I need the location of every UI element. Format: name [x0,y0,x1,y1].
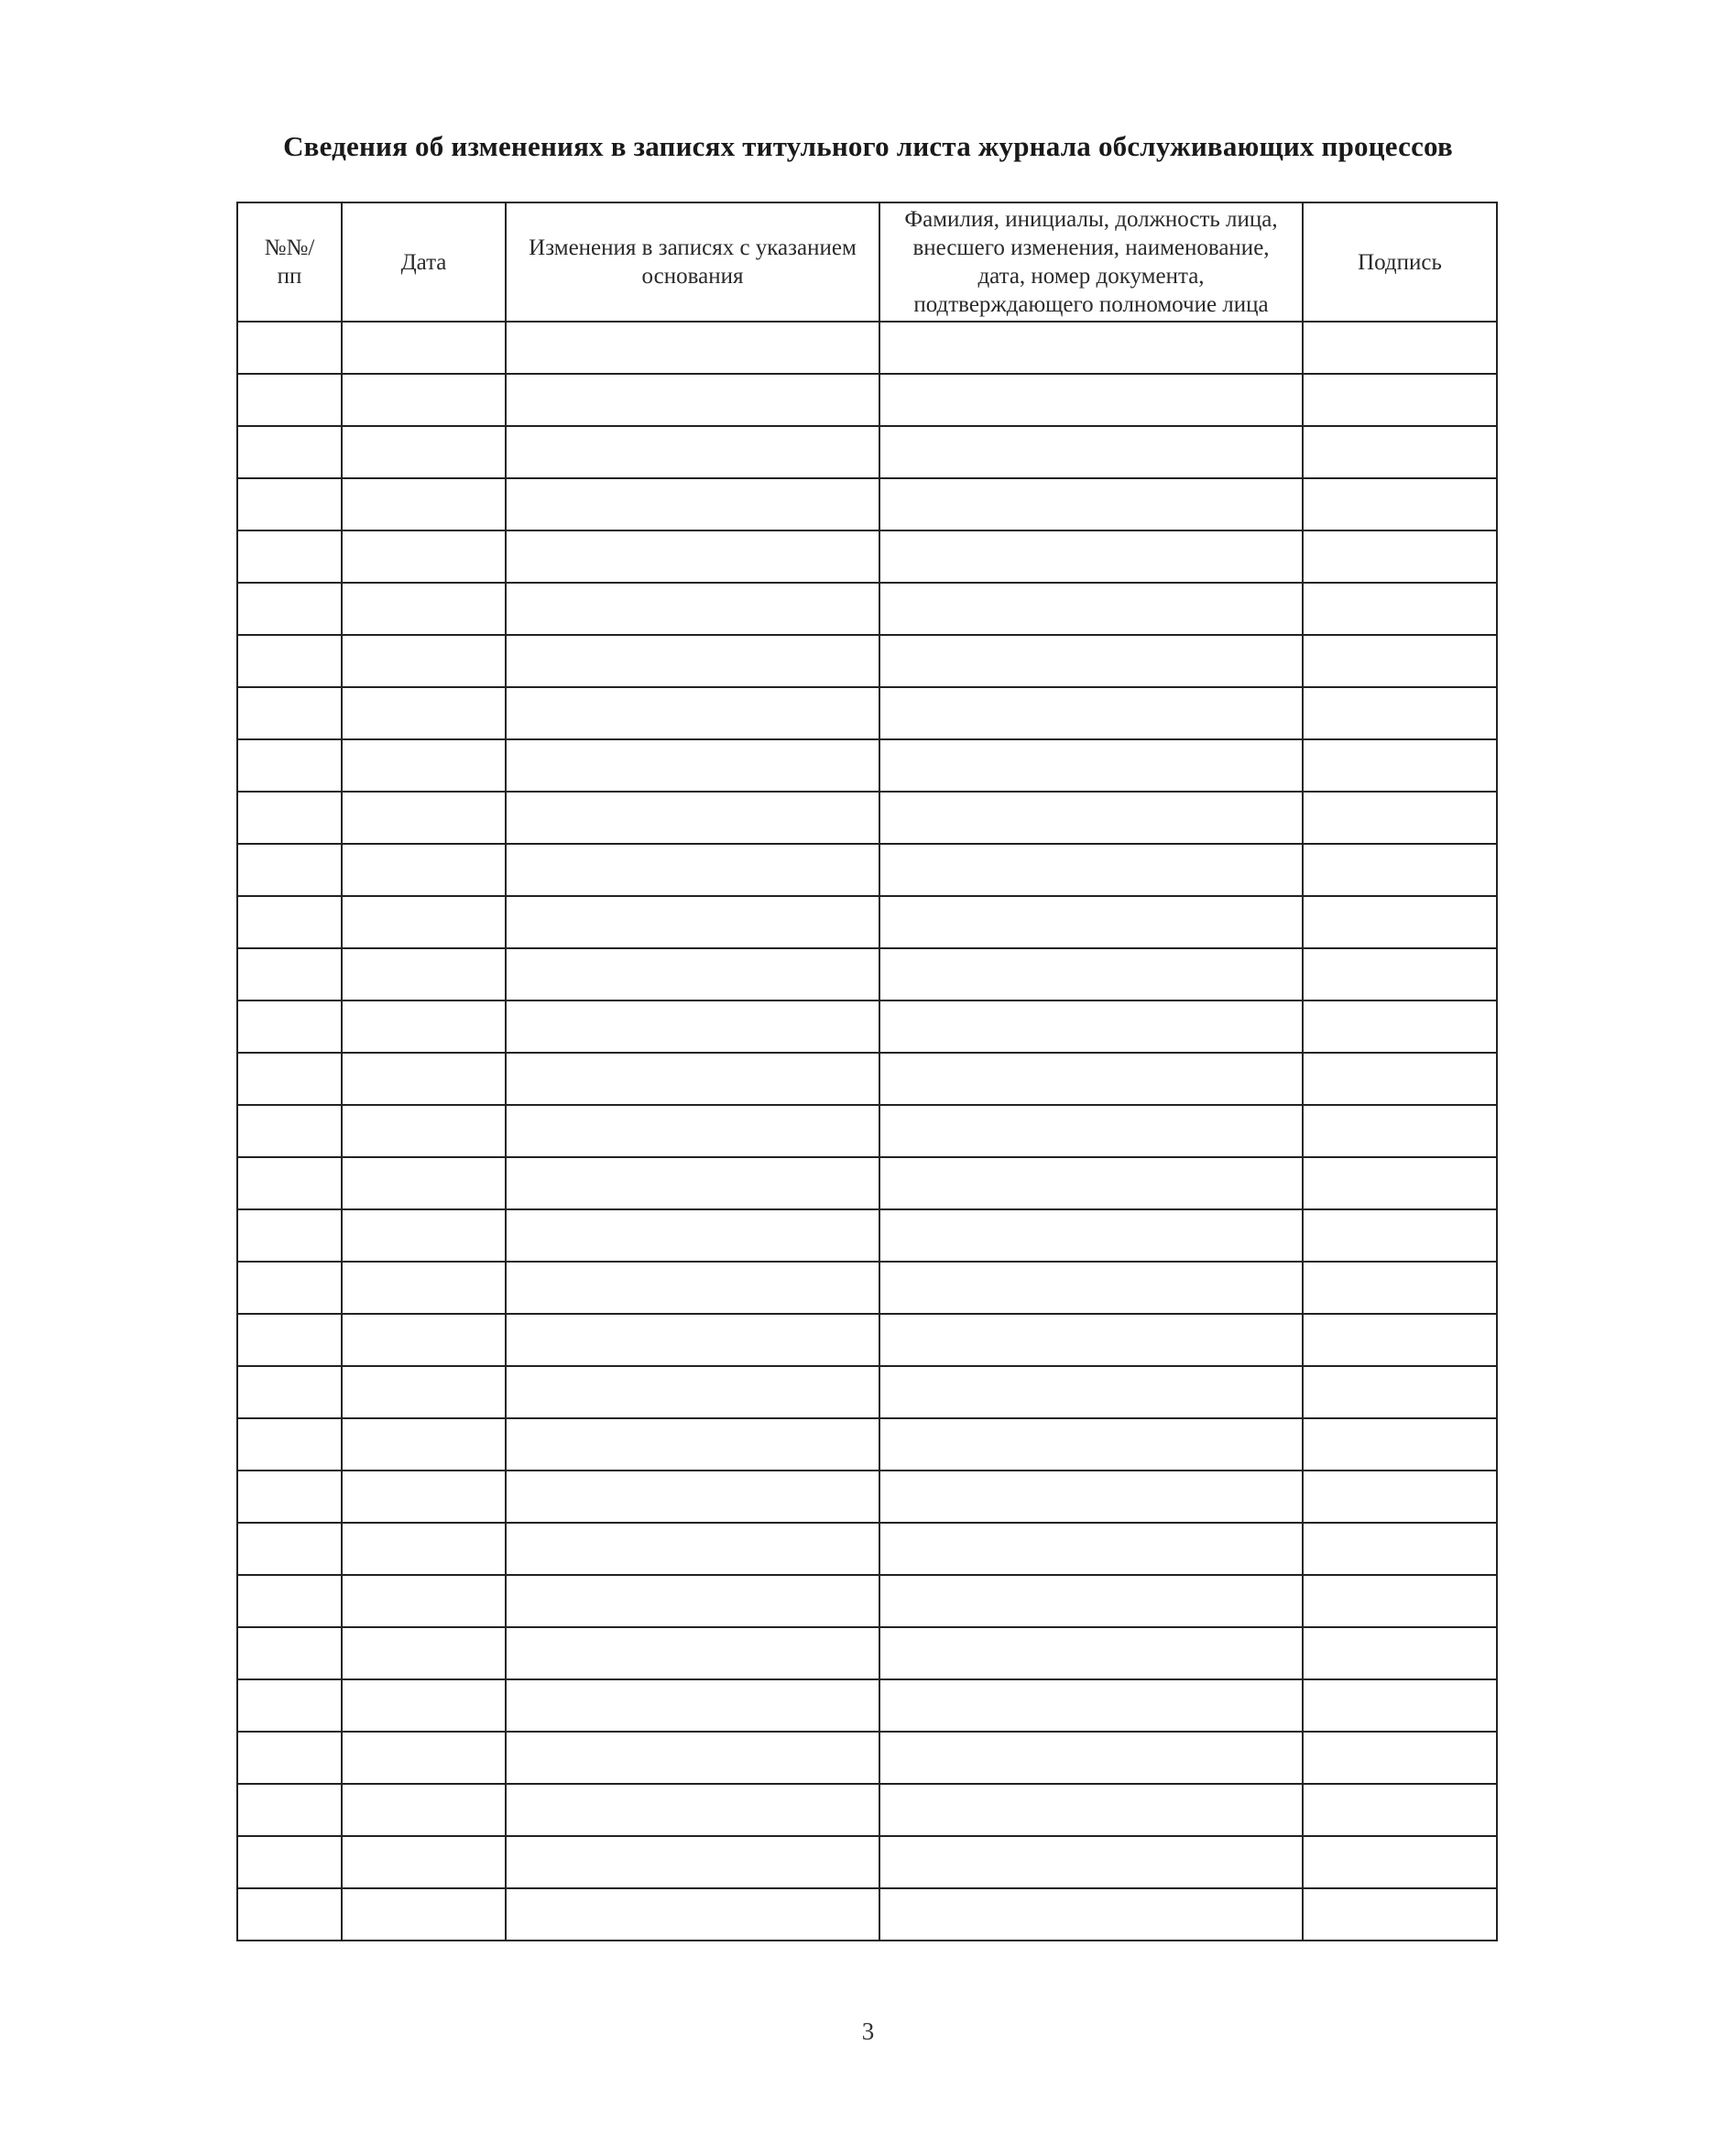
cell-date[interactable] [342,1157,506,1209]
table-row [237,1888,1497,1941]
cell-date[interactable] [342,1209,506,1262]
cell-person[interactable] [879,948,1303,1000]
cell-changes[interactable] [506,1053,879,1105]
cell-person[interactable] [879,530,1303,583]
cell-person[interactable] [879,1366,1303,1418]
cell-date[interactable] [342,1262,506,1314]
cell-person[interactable] [879,1418,1303,1471]
cell-signature[interactable] [1303,1105,1497,1157]
cell-changes[interactable] [506,948,879,1000]
cell-date[interactable] [342,1418,506,1471]
cell-signature[interactable] [1303,1053,1497,1105]
cell-date[interactable] [342,583,506,635]
table-row [237,635,1497,687]
cell-date[interactable] [342,1627,506,1679]
cell-number[interactable] [237,374,342,426]
cell-date[interactable] [342,635,506,687]
cell-date[interactable] [342,1784,506,1836]
cell-person[interactable] [879,1679,1303,1732]
header-person-line1: Фамилия, инициалы, должность лица, [904,207,1278,232]
cell-person[interactable] [879,1053,1303,1105]
cell-changes[interactable] [506,1471,879,1523]
table-row [237,896,1497,948]
cell-number[interactable] [237,792,342,844]
cell-changes[interactable] [506,739,879,792]
table-row [237,1679,1497,1732]
cell-number[interactable] [237,1575,342,1627]
cell-number[interactable] [237,1053,342,1105]
cell-number[interactable] [237,1784,342,1836]
header-signature [1303,202,1497,322]
header-number-line1: №№/ [264,235,315,260]
cell-number[interactable] [237,896,342,948]
cell-person[interactable] [879,687,1303,739]
table-row [237,1000,1497,1053]
cell-number[interactable] [237,948,342,1000]
cell-date[interactable] [342,1575,506,1627]
cell-person[interactable] [879,844,1303,896]
cell-number[interactable] [237,1262,342,1314]
cell-number[interactable] [237,1209,342,1262]
cell-date[interactable] [342,687,506,739]
cell-person[interactable] [879,478,1303,530]
cell-number[interactable] [237,1366,342,1418]
cell-changes[interactable] [506,1888,879,1941]
cell-date[interactable] [342,844,506,896]
cell-number[interactable] [237,426,342,478]
table-body [237,322,1497,1941]
cell-person[interactable] [879,1262,1303,1314]
cell-date[interactable] [342,896,506,948]
cell-number[interactable] [237,1314,342,1366]
cell-number[interactable] [237,1418,342,1471]
table-row [237,687,1497,739]
cell-signature[interactable] [1303,687,1497,739]
cell-date[interactable] [342,1105,506,1157]
cell-signature[interactable] [1303,896,1497,948]
cell-changes[interactable] [506,1523,879,1575]
table-row [237,426,1497,478]
cell-date[interactable] [342,426,506,478]
cell-person[interactable] [879,1836,1303,1888]
cell-changes[interactable] [506,896,879,948]
cell-number[interactable] [237,1523,342,1575]
cell-person[interactable] [879,1888,1303,1941]
cell-signature[interactable] [1303,1784,1497,1836]
cell-signature[interactable] [1303,1679,1497,1732]
table-row [237,1784,1497,1836]
cell-date[interactable] [342,322,506,374]
cell-changes[interactable] [506,583,879,635]
table-row [237,322,1497,374]
table-row [237,1262,1497,1314]
cell-number[interactable] [237,1471,342,1523]
cell-signature[interactable] [1303,426,1497,478]
cell-changes[interactable] [506,844,879,896]
cell-person[interactable] [879,1471,1303,1523]
cell-person[interactable] [879,1784,1303,1836]
table-row [237,530,1497,583]
cell-signature[interactable] [1303,1314,1497,1366]
cell-changes[interactable] [506,1679,879,1732]
table-row [237,478,1497,530]
cell-number[interactable] [237,1679,342,1732]
cell-signature[interactable] [1303,1888,1497,1941]
cell-changes[interactable] [506,1784,879,1836]
cell-changes[interactable] [506,530,879,583]
cell-date[interactable] [342,1836,506,1888]
cell-signature[interactable] [1303,1209,1497,1262]
cell-date[interactable] [342,948,506,1000]
cell-number[interactable] [237,583,342,635]
cell-changes[interactable] [506,1314,879,1366]
changes-log-table [236,202,1498,1941]
cell-number[interactable] [237,530,342,583]
cell-number[interactable] [237,1157,342,1209]
cell-date[interactable] [342,374,506,426]
cell-number[interactable] [237,844,342,896]
header-date-label: Дата [400,249,447,275]
cell-person[interactable] [879,1575,1303,1627]
header-person [879,202,1303,322]
cell-number[interactable] [237,687,342,739]
cell-signature[interactable] [1303,1523,1497,1575]
cell-changes[interactable] [506,478,879,530]
cell-person[interactable] [879,1000,1303,1053]
cell-person[interactable] [879,583,1303,635]
cell-signature[interactable] [1303,1471,1497,1523]
cell-number[interactable] [237,478,342,530]
table-header-row [237,202,1497,322]
cell-person[interactable] [879,896,1303,948]
cell-person[interactable] [879,1105,1303,1157]
cell-changes[interactable] [506,687,879,739]
cell-signature[interactable] [1303,1262,1497,1314]
header-signature-label: Подпись [1358,249,1442,275]
cell-signature[interactable] [1303,1157,1497,1209]
cell-number[interactable] [237,1732,342,1784]
cell-person[interactable] [879,374,1303,426]
cell-number[interactable] [237,1888,342,1941]
header-changes-line2: основания [641,264,744,289]
header-changes [506,202,879,322]
cell-changes[interactable] [506,1262,879,1314]
cell-date[interactable] [342,1732,506,1784]
cell-date[interactable] [342,792,506,844]
cell-changes[interactable] [506,426,879,478]
cell-changes[interactable] [506,1627,879,1679]
cell-signature[interactable] [1303,1627,1497,1679]
cell-signature[interactable] [1303,1366,1497,1418]
table-row [237,1314,1497,1366]
table-row [237,1105,1497,1157]
table-row [237,792,1497,844]
cell-changes[interactable] [506,1418,879,1471]
table-row [237,1836,1497,1888]
cell-signature[interactable] [1303,948,1497,1000]
cell-person[interactable] [879,426,1303,478]
cell-changes[interactable] [506,1209,879,1262]
cell-number[interactable] [237,1105,342,1157]
cell-signature[interactable] [1303,1732,1497,1784]
cell-changes[interactable] [506,1575,879,1627]
cell-changes[interactable] [506,635,879,687]
cell-changes[interactable] [506,1366,879,1418]
cell-signature[interactable] [1303,1000,1497,1053]
cell-person[interactable] [879,1627,1303,1679]
cell-changes[interactable] [506,1000,879,1053]
cell-signature[interactable] [1303,1575,1497,1627]
cell-number[interactable] [237,635,342,687]
header-changes-line1: Изменения в записях с указанием [529,235,857,260]
cell-signature[interactable] [1303,739,1497,792]
cell-number[interactable] [237,322,342,374]
cell-date[interactable] [342,1523,506,1575]
cell-signature[interactable] [1303,583,1497,635]
table-row [237,1575,1497,1627]
cell-signature[interactable] [1303,792,1497,844]
header-person-line3: дата, номер документа, [977,264,1205,289]
table-row [237,1053,1497,1105]
cell-person[interactable] [879,1523,1303,1575]
table-row [237,844,1497,896]
table-row [237,583,1497,635]
cell-signature[interactable] [1303,1418,1497,1471]
header-person-line4: подтверждающего полномочие лица [913,292,1269,317]
cell-signature[interactable] [1303,478,1497,530]
cell-date[interactable] [342,1888,506,1941]
cell-date[interactable] [342,1053,506,1105]
cell-changes[interactable] [506,1732,879,1784]
table-row [237,1523,1497,1575]
cell-person[interactable] [879,1209,1303,1262]
cell-changes[interactable] [506,792,879,844]
table-row [237,1209,1497,1262]
cell-person[interactable] [879,792,1303,844]
cell-date[interactable] [342,1471,506,1523]
cell-signature[interactable] [1303,530,1497,583]
table-row [237,1627,1497,1679]
header-number-line2: пп [277,264,302,289]
cell-number[interactable] [237,1000,342,1053]
cell-signature[interactable] [1303,374,1497,426]
table-row [237,739,1497,792]
cell-date[interactable] [342,739,506,792]
cell-changes[interactable] [506,374,879,426]
table-row [237,1157,1497,1209]
cell-date[interactable] [342,1366,506,1418]
cell-person[interactable] [879,322,1303,374]
page-title: Сведения об изменениях в записях титульного листа журнала обслуживающих процессов [283,130,1453,162]
table-row [237,948,1497,1000]
cell-date[interactable] [342,1000,506,1053]
cell-date[interactable] [342,478,506,530]
cell-number[interactable] [237,1627,342,1679]
cell-signature[interactable] [1303,322,1497,374]
cell-person[interactable] [879,635,1303,687]
cell-date[interactable] [342,530,506,583]
cell-date[interactable] [342,1314,506,1366]
cell-signature[interactable] [1303,635,1497,687]
header-person-line2: внесшего изменения, наименование, [912,235,1270,260]
cell-signature[interactable] [1303,844,1497,896]
header-number [237,202,342,322]
cell-person[interactable] [879,1314,1303,1366]
cell-changes[interactable] [506,322,879,374]
table-row [237,1418,1497,1471]
cell-person[interactable] [879,1157,1303,1209]
cell-date[interactable] [342,1679,506,1732]
cell-changes[interactable] [506,1836,879,1888]
cell-changes[interactable] [506,1157,879,1209]
cell-person[interactable] [879,739,1303,792]
table-row [237,1732,1497,1784]
table-row [237,374,1497,426]
cell-signature[interactable] [1303,1836,1497,1888]
table-row [237,1471,1497,1523]
page-number: 3 [861,2017,875,2045]
cell-number[interactable] [237,1836,342,1888]
table-row [237,1366,1497,1418]
cell-number[interactable] [237,739,342,792]
cell-person[interactable] [879,1732,1303,1784]
header-date [342,202,506,322]
cell-changes[interactable] [506,1105,879,1157]
